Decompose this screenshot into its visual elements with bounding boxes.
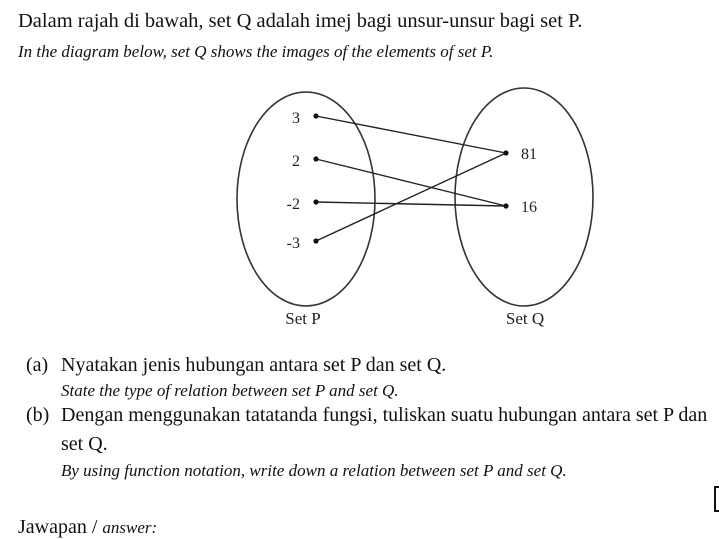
set-q-oval xyxy=(455,88,593,306)
question-b-malay: Dengan menggunakan tatatanda fungsi, tuliskan suatu hubungan antara set P dan xyxy=(61,404,708,426)
question-a-malay: Nyatakan jenis hubungan antara set P dan set Q. xyxy=(61,354,447,376)
question-b-malay-continued: set Q. xyxy=(61,433,108,455)
answer-label xyxy=(18,516,157,539)
element-dot xyxy=(313,238,318,243)
element-dot xyxy=(313,113,318,118)
set-p-label: Set P xyxy=(285,309,321,328)
set-p-element: -2 xyxy=(286,196,300,213)
set-p-element: 2 xyxy=(292,153,300,170)
set-p-element: -3 xyxy=(286,235,300,252)
question-b-label: (b) xyxy=(26,404,50,426)
mapping-line xyxy=(316,116,506,153)
set-q-element: 16 xyxy=(521,199,537,216)
question-b-english: By using function notation, write down a relation between set P and set Q. xyxy=(61,461,567,480)
question-a-label: (a) xyxy=(26,354,49,376)
answer-english: answer: xyxy=(102,518,158,537)
title-malay: Dalam rajah di bawah, set Q adalah imej bagi unsur-unsur bagi set P. xyxy=(18,10,583,32)
title-english: In the diagram below, set Q shows the images of the elements of set P. xyxy=(18,42,494,61)
element-dot xyxy=(313,199,318,204)
element-dot xyxy=(503,203,508,208)
set-p-element: 3 xyxy=(292,110,300,127)
question-a-english: State the type of relation between set P and set Q. xyxy=(61,381,399,400)
set-q-element: 81 xyxy=(521,146,537,163)
answer-malay: Jawapan / xyxy=(18,516,98,538)
marks-bracket xyxy=(714,486,719,512)
set-q-label: Set Q xyxy=(505,309,545,328)
mapping-line xyxy=(316,202,506,206)
element-dot xyxy=(313,156,318,161)
element-dot xyxy=(503,150,508,155)
